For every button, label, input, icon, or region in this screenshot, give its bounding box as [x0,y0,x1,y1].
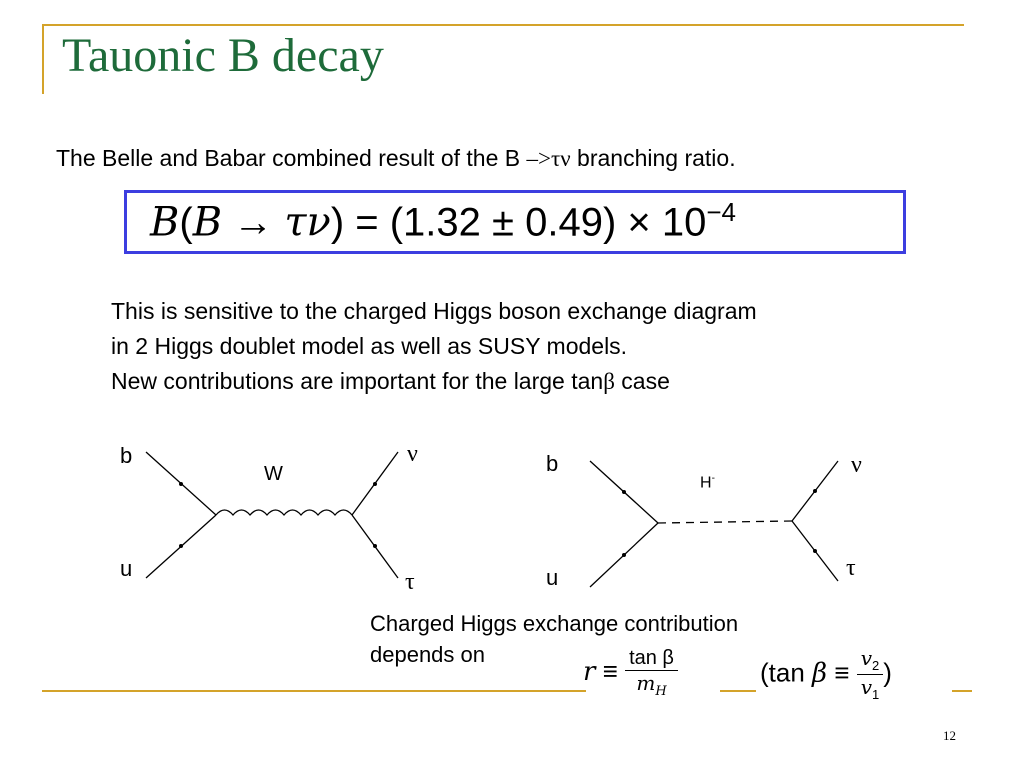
formula-arrow: → [222,200,285,245]
h-diagram-boson-label [700,474,715,491]
intro-text-after: branching ratio. [570,145,736,171]
formula-b2: B [192,199,223,246]
page-title: Tauonic B decay [62,29,384,82]
paragraph-line-3-after: case [614,368,670,394]
tan-denominator [857,675,884,701]
r-numerator: tan β [625,648,678,671]
intro-tau-nu: τν [551,146,571,171]
r-fraction [625,648,678,698]
h-diagram-nu-label: ν [851,452,862,478]
w-diagram-u-label: u [120,556,133,581]
h-diagram-u-label: u [546,565,559,590]
paragraph-line-3-before: New contributions are important for the large tan [111,368,604,394]
page-number: 12 [943,728,956,743]
h-diagram-b-label: b [546,451,559,476]
intro-arrow: –> [526,146,551,171]
intro-text-before: The Belle and Babar combined result of the B [56,145,527,171]
paragraph-line-1: This is sensitive to the charged Higgs boson exchange diagram [111,298,757,324]
r-symbol: r [583,656,596,687]
paragraph-line-2: in 2 Higgs doublet model as well as SUSY models. [111,333,628,359]
formula-b: B [150,199,180,246]
r-formula [583,648,678,698]
h-diagram-tau-label: τ [846,555,856,581]
tan-den-sub: 1 [872,687,880,702]
w-diagram-tau-label: τ [405,569,415,595]
tan-beta: β [812,658,828,689]
tan-num-v: v [860,646,872,670]
tan-numerator [857,648,884,675]
r-denominator [625,671,678,698]
formula-open: ( [179,200,193,245]
tan-equiv: ≡ [827,657,857,688]
r-den-m: m [636,671,656,695]
tan-beta-formula [760,648,892,701]
higgs-note-line-2: depends on [370,642,485,667]
formula-value: ) = (1.32 ± 0.49) × 10 [330,200,707,245]
tan-open: (tan [760,657,813,688]
higgs-note-line-1: Charged Higgs exchange contribution [370,611,739,636]
formula-tau-nu: τν [284,199,331,246]
paragraph-beta: β [603,369,615,394]
tan-fraction [857,648,884,701]
r-equiv: ≡ [595,655,626,686]
w-diagram-boson-label: W [264,463,283,485]
formula-exponent: −4 [706,197,736,227]
tan-num-sub: 2 [872,658,880,673]
w-diagram-b-label: b [120,443,133,468]
tan-den-v: v [860,675,872,699]
h-diagram-boson-charge: - [711,473,715,484]
r-den-sub: H [655,684,667,699]
w-diagram-nu-label: ν [407,441,418,467]
h-diagram-boson-name: H [700,474,712,492]
tan-close: ) [883,657,892,688]
